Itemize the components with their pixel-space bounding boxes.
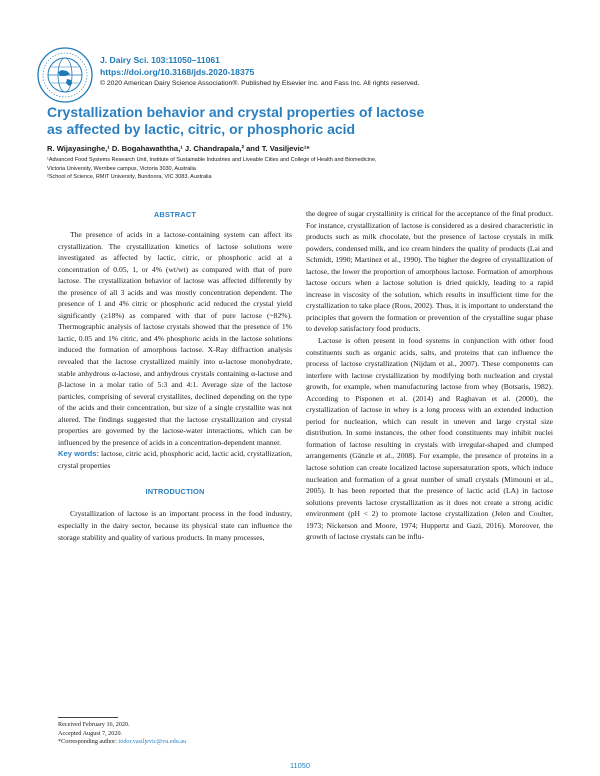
corresponding-author [58, 738, 292, 747]
introduction-heading: INTRODUCTION [145, 487, 205, 497]
received-date: Received February 16, 2020. [58, 721, 130, 728]
affiliations [47, 156, 567, 182]
journal-logo-icon [34, 44, 96, 106]
title-line-2: as affected by lactic, citric, or phosphoric acid [47, 120, 356, 137]
left-column [58, 208, 292, 543]
abstract-text: The presence of acids in a lactose-containing system can affect its crystallization. The crystallization kinetics of lactose solutions were investigated as affected by lactic, citric, or phosphoric acid at a concentration of 0.05, 1, or 4% (wt/wt) as compared with that of pure lactose. The crystallization behavior of lactose was affected differently by the presence of all 3 acids and was mostly concentration dependent. The presence of 1 and 4% citric or phosphoric acid reduced the crystal yield significantly (≥18%) as compared with that of pure lactose (~82%). Thermographic analysis of lactose crystals showed that the presence of 1% lactic, 0.05 and 1% citric, and 4% phosphoric acids in the lactose solutions induced the formation of amorphous lactose. X-Ray diffraction analysis revealed that the lactose crystallized mainly into α-lactose monohydrate, stable anhydrous α-lactose, and anhydrous crystals containing α-lactose and β-lactose in a molar ratio of 5:3 and 4:1. Average size of the lactose particles, comprising of several crystallites, declined depending on the type of the acids and their concentration, but size of a single crystallite was not altered. The findings suggested that the lactose crystallization and crystal properties are governed by the lactose-water interactions, which can be influenced by the presence of acids in a concentration-dependent manner. [58, 230, 292, 447]
doi-link[interactable]: https://doi.org/10.3168/jds.2020-18375 [100, 66, 255, 77]
footnotes [58, 721, 292, 747]
footnote-divider [58, 717, 118, 718]
accepted-date: Accepted August 7, 2020. [58, 729, 123, 737]
title-line-1: Crystallization behavior and crystal properties of lactose [47, 104, 425, 120]
author-list: R. Wijayasinghe,¹ D. Bogahawaththa,¹ J. Chandrapala,² and T. Vasiljevic¹* [47, 144, 310, 153]
page-number: 11050 [289, 761, 310, 770]
journal-citation: J. Dairy Sci. 103:11050–11061 [100, 55, 220, 65]
affiliation-2: ²School of Science, RMIT University, Bundoora, VIC 3083, Australia [47, 174, 212, 181]
introduction-paragraph-2: Lactose is often present in food systems in conjunction with other food constituents such as organic acids, salts, and proteins that can influence the process of lactose crystallization (Nijdam et al., 2007). These components can interfere with lactose crystallization by modifying both nucleation and crystal growth, for example, when manufacturing lactose from whey (Botsaris, 1982). According to Pisponen et al. (2014) and Raghavan et al. (2000), the crystallization of lactose in whey is a long process with an extended induction period for nucleation, which can result in uneven and large crystal size distribution. In some instances, the other food constituents may inhibit nuclei formation of lactose resulting in crystals with irregular-shaped and clumped arrangements (Gänzle et al., 2008). For example, the presence of proteins in a lactose solution can create localized lactose supersaturation spots, which induce nucleation and formation of a great number of small crystals (Mimouni et al., 2005). It has been reported that the presence of lactic acid (LA) in lactose solutions prevents lactose crystallization as it does not create a strong acidic environment (pH < 2) to promote lactose crystallization (Jelen and Coulter, 1973; Nickerson and Moore, 1974; Huppertz and Gazi, 2016). Moreover, the growth of lactose crystals can be influ- [306, 336, 553, 542]
keywords-label: Key words: [58, 449, 99, 459]
introduction-paragraph-1-continued: the degree of sugar crystallinity is critical for the acceptance of the final product. For instance, crystallization of lactose is considered as a desired characteristic in products such as milk chocolate, but the presence of lactose crystals in milk powders, condensed milk, and ice cream hinders the quality of products (Lai and Schmidt, 1990; Martinez et al., 1990). The higher the degree of crystallization of lactose, the lower the proportion of amorphous lactose. Formation of amorphous lactose occurs when a lactose solution is dried quickly, leading to a rapid increase in viscosity of the solution, which results in insufficient time for the crystallization to take place (Roos, 2002). Thus, it is important to understand the principles that govern the formation or prevention of the crystalline sugar phase to develop satisfactory food products. [306, 209, 553, 334]
article-title [47, 104, 517, 137]
affiliation-1a: ¹Advanced Food Systems Research Unit, Institute of Sustainable Industries and Liveable Cities and College of Health and Biomedicine, [47, 157, 377, 163]
keywords [58, 448, 292, 471]
corresponding-email-link[interactable]: todor.vasiljevic@vu.edu.au [118, 738, 187, 746]
abstract-heading: ABSTRACT [153, 210, 197, 219]
right-column [306, 208, 553, 543]
copyright-notice: © 2020 American Dairy Science Association®. Published by Elsevier Inc. and Fass Inc. All rights reserved. [100, 80, 420, 87]
keywords-text: lactose, citric acid, phosphoric acid, lactic acid, crystallization, crystal properties [58, 449, 293, 470]
introduction-paragraph-1: Crystallization of lactose is an important process in the food industry, especially in the dairy sector, because its physical state can influence the storage stability and quality of various products. In many processes, [58, 509, 292, 542]
journal-header [100, 55, 560, 90]
affiliation-1b: Victoria University, Werribee campus, Victoria 3030, Australia [47, 165, 196, 172]
corresponding-label: *Corresponding author: [58, 738, 117, 746]
